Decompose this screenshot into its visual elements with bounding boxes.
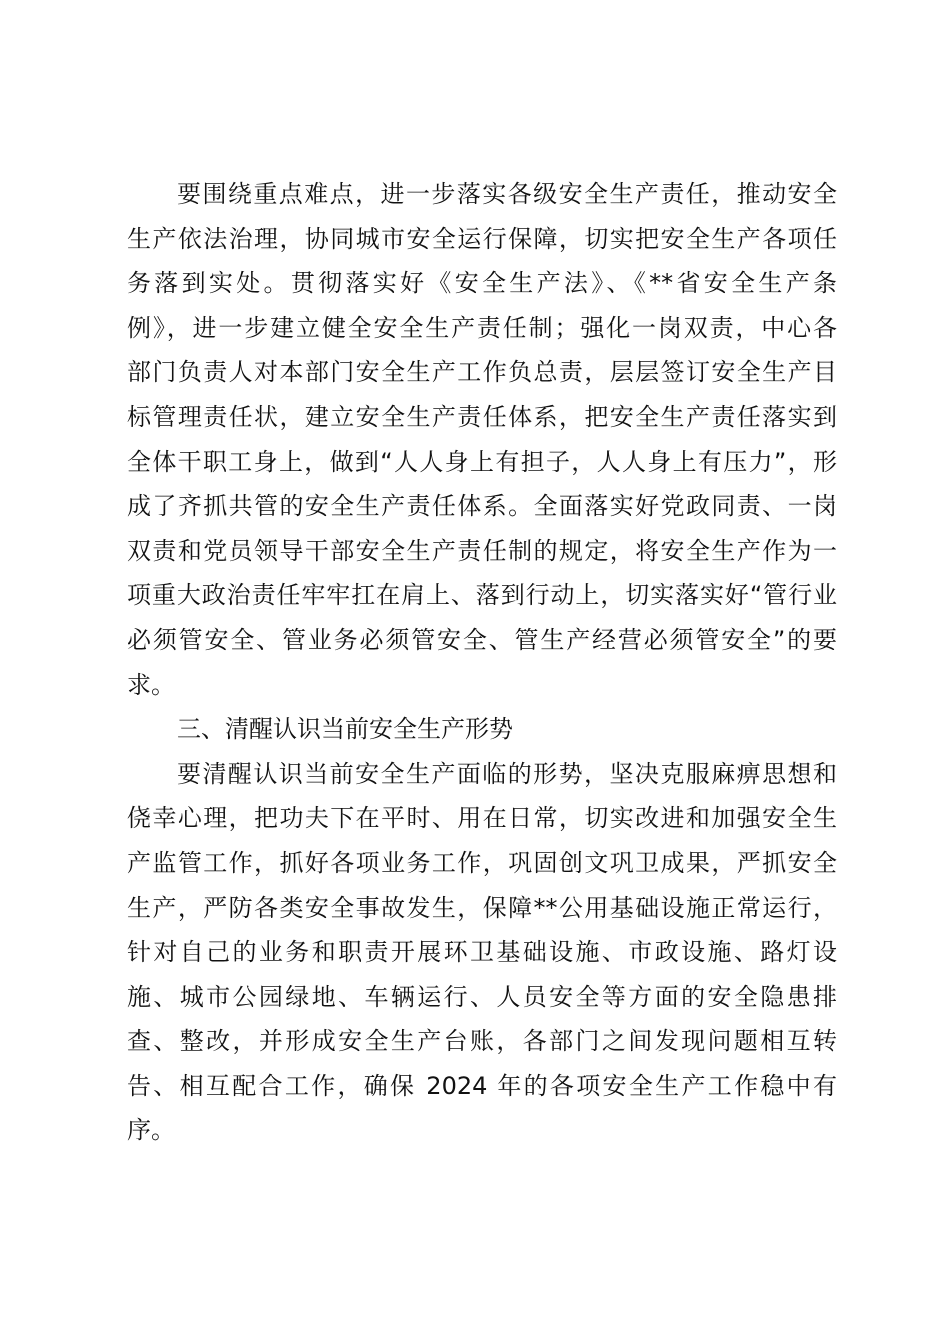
paragraph-line: 产监管工作，抓好各项业务工作，巩固创文巩卫成果，严抓安全 [127,848,837,877]
paragraph-line: 针对自己的业务和职责开展环卫基础设施、市政设施、路灯设 [127,938,837,967]
paragraph-line: 序。 [127,1116,175,1145]
section-heading: 三、清醒认识当前安全生产形势 [177,715,513,744]
paragraph-line: 必须管安全、管业务必须管安全、管生产经营必须管安全”的要 [127,625,837,654]
paragraph-line: 全体干职工身上，做到“人人身上有担子，人人身上有压力”，形 [127,447,837,476]
paragraph-line: 双责和党员领导干部安全生产责任制的规定，将安全生产作为一 [127,536,837,565]
paragraph-responsibility [127,172,837,1153]
paragraph-line: 侥幸心理，把功夫下在平时、用在日常，切实改进和加强安全生 [127,804,837,833]
paragraph-line: 标管理责任状，建立安全生产责任体系，把安全生产责任落实到 [127,402,837,431]
paragraph-line: 要围绕重点难点，进一步落实各级安全生产责任，推动安全 [177,180,837,208]
paragraph-line: 生产，严防各类安全事故发生，保障**公用基础设施正常运行， [127,893,837,922]
paragraph-line: 生产依法治理，协同城市安全运行保障，切实把安全生产各项任 [127,224,837,253]
paragraph-line: 施、城市公园绿地、车辆运行、人员安全等方面的安全隐患排 [127,982,837,1011]
paragraph-line: 务落到实处。贯彻落实好《安全生产法》、《**省安全生产条 [127,269,837,298]
paragraph-line: 例》，进一步建立健全安全生产责任制；强化一岗双责，中心各 [127,313,837,342]
paragraph-line: 成了齐抓共管的安全生产责任体系。全面落实好党政同责、一岗 [127,492,837,521]
paragraph-line: 查、整改，并形成安全生产台账，各部门之间发现问题相互转 [127,1027,837,1056]
paragraph-line: 项重大政治责任牢牢扛在肩上、落到行动上，切实落实好“管行业 [127,581,837,610]
paragraph-line: 部门负责人对本部门安全生产工作负总责，层层签订安全生产目 [127,358,837,387]
paragraph-line: 告、相互配合工作，确保 2024 年的各项安全生产工作稳中有 [127,1071,837,1100]
paragraph-line: 要清醒认识当前安全生产面临的形势，坚决克服麻痹思想和 [177,759,837,788]
paragraph-line: 求。 [127,670,175,699]
